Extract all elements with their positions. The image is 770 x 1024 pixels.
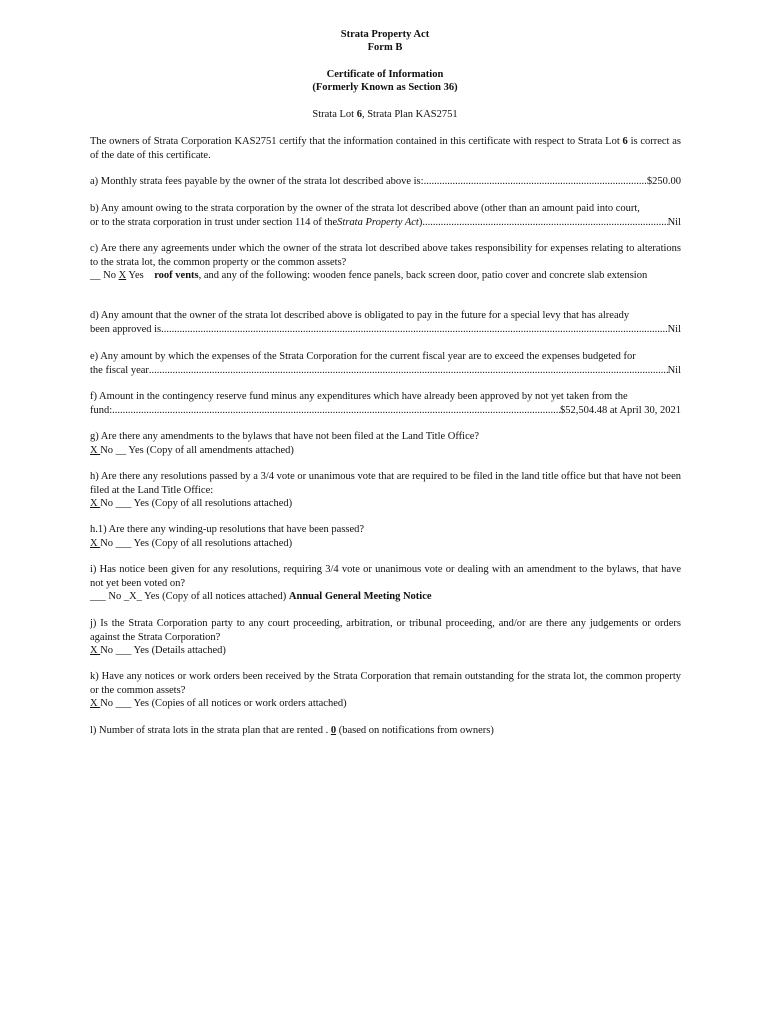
form-title: Form B — [367, 42, 403, 53]
item-f: f) Amount in the contingency reserve fund minus any expenditures which have already been approved by not yet taken from the fund: ..... $52,504.48 at April 30, 2021 — [90, 390, 681, 417]
act-title: Strata Property Act — [340, 29, 430, 40]
formerly-known-as: (Formerly Known as Section 36) — [312, 82, 458, 93]
item-d-value: Nil — [667, 323, 681, 335]
item-f-value: $52,504.48 at April 30, 2021 — [559, 404, 681, 416]
rented-lots-count: 0 — [330, 725, 337, 736]
leader-dots — [149, 364, 668, 378]
leader-dots — [112, 404, 560, 418]
leader-dots — [422, 216, 667, 230]
intro-paragraph: The owners of Strata Corporation KAS2751 certify that the information contained in this certificate with respect to Strata Lot 6 is correct as of the date of this certificate. — [90, 136, 681, 161]
item-g: g) Are there any amendments to the bylaws that have not been filed at the Land Title Office? X No __ Yes (Copy of all amendments attached) — [90, 431, 480, 456]
item-i: i) Has notice been given for any resolutions, requiring 3/4 vote or unanimous vote or dealing with an amendment to the bylaws, that have not yet been voted on? ___ No _X_ Yes (Copy of all notices attached) Annual General Meeting Notice — [90, 564, 681, 602]
item-e-value: Nil — [667, 364, 681, 376]
item-h-answer-mark: X — [90, 498, 101, 509]
item-c: c) Are there any agreements under which the owner of the strata lot described above takes responsibility for expenses relating to alterations to the strata lot, the common property or the common assets? __ No X Yes roof vents, and any of the following: wooden fence panels, back screen door, patio cover and concrete slab extension — [90, 243, 681, 281]
certificate-title: Certificate of Information — [326, 69, 444, 80]
item-j-answer-mark: X — [90, 645, 101, 656]
item-h: h) Are there any resolutions passed by a 3/4 vote or unanimous vote that are required to be filed in the land title office but that have not been filed at the Land Title Office: X No ___ Yes (Copy of all resolutions attached) — [90, 471, 681, 509]
leader-dots — [424, 175, 647, 189]
item-l: l) Number of strata lots in the strata plan that are rented . 0 (based on notifications from owners) — [90, 725, 494, 736]
item-a: a) Monthly strata fees payable by the owner of the strata lot described above is: ..... $250.00 — [90, 175, 681, 189]
item-k: k) Have any notices or work orders been received by the Strata Corporation that remain outstanding for the strata lot, the common property or the common assets? X No ___ Yes (Copies of all notices or work orders attached) — [90, 671, 681, 709]
item-e: e) Any amount by which the expenses of the Strata Corporation for the current fiscal year are to exceed the expenses budgeted for the fiscal year ..... Nil — [90, 350, 681, 377]
item-b: b) Any amount owing to the strata corporation by the owner of the strata lot described above (other than an amount paid into court, or to the strata corporation in trust under section 114 of the Strata Property Act ) ..... Nil — [90, 202, 681, 229]
item-g-answer-mark: X — [90, 444, 101, 456]
item-i-answer-mark: _X_ — [123, 591, 142, 602]
item-d: d) Any amount that the owner of the strata lot described above is obligated to pay in the future for a special levy that has already been approved is ..... Nil — [90, 309, 681, 336]
strata-lot-number: 6 — [356, 109, 362, 120]
leader-dots — [161, 323, 667, 337]
agm-notice: Annual General Meeting Notice — [288, 591, 432, 602]
item-a-value: $250.00 — [646, 176, 681, 187]
item-h1-answer-mark: X — [90, 537, 101, 549]
strata-lot-line: Strata Lot 6, Strata Plan KAS2751 — [312, 109, 458, 120]
item-k-answer-mark: X — [90, 698, 101, 709]
item-b-value: Nil — [667, 216, 681, 228]
item-j: j) Is the Strata Corporation party to any court proceeding, arbitration, or tribunal proceeding, and/or are there any judgements or orders against the Strata Corporation? X No ___ Yes (Details attached) — [90, 618, 681, 656]
item-c-yes-mark: X — [118, 270, 127, 281]
item-h1: h.1) Are there any winding-up resolutions that have been passed? X No ___ Yes (Copy of all resolutions attached) — [90, 524, 365, 549]
